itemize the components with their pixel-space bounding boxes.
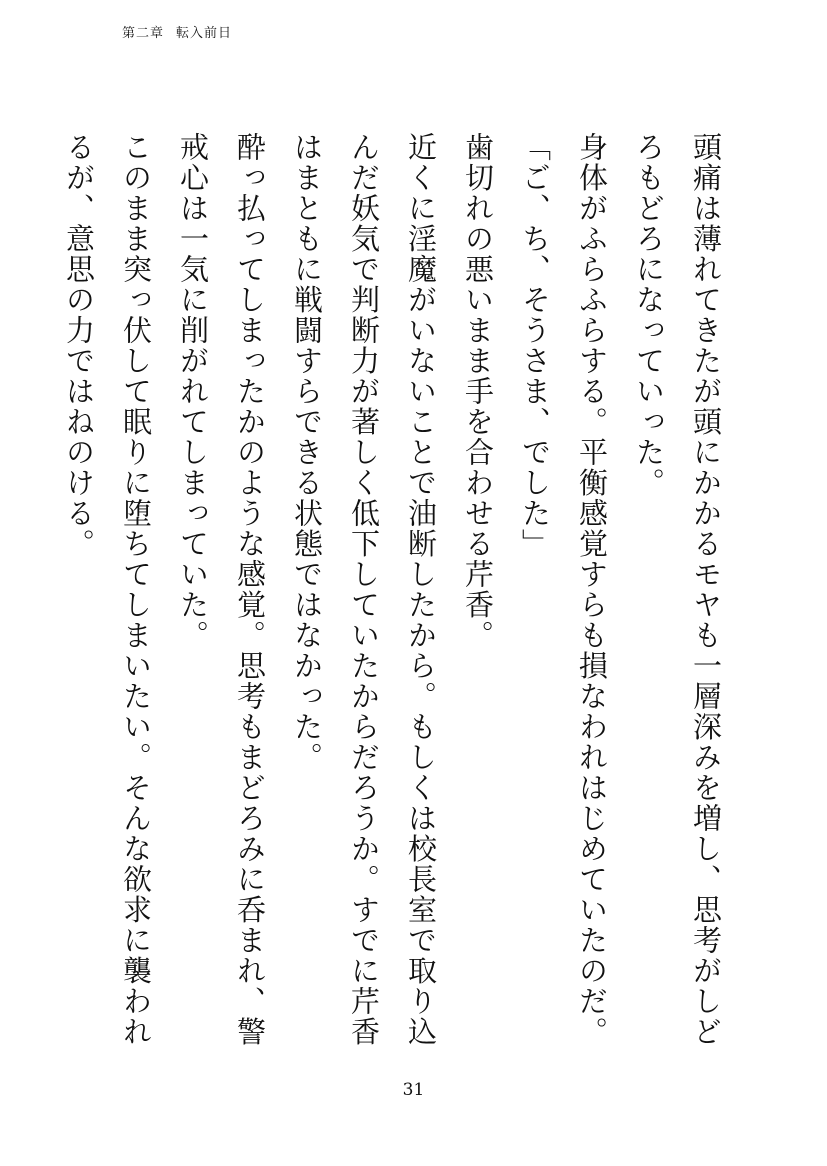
paragraph-3-dialogue: 「ご、ち、そうさま、でした」 [518,132,552,559]
vertical-body-text [62,132,734,1062]
paragraph-6: 酔っ払ってしまったかのような感覚。思考もまどろみに呑まれ、警戒心は一気に削がれてしまっていた。 [176,132,267,1047]
page-number: 31 [402,1080,425,1100]
paragraph-1: 頭痛は薄れてきたが頭にかかるモヤも一層深みを増し、思考がしどろもどろになっていった。 [632,132,723,1047]
paragraph-2: 身体がふらふらする。平衡感覚すらも損なわれはじめていたのだ。 [575,132,609,1047]
section-title: 転入前日 [176,26,233,41]
paragraph-5: 近くに淫魔がいないことで油断したから。もしくは校長室で取り込んだ妖気で判断力が著しく低下していたからだろうか。すでに芹香はまともに戦闘すらできる状態ではなかった。 [290,132,438,1047]
chapter-label: 第二章 [122,26,165,41]
paragraph-7: このまま突っ伏して眠りに堕ちてしまいたい。そんな欲求に襲われるが、意思の力ではねのける。 [62,132,153,1047]
running-header [122,22,232,41]
paragraph-4: 歯切れの悪いまま手を合わせる芹香。 [461,132,495,651]
